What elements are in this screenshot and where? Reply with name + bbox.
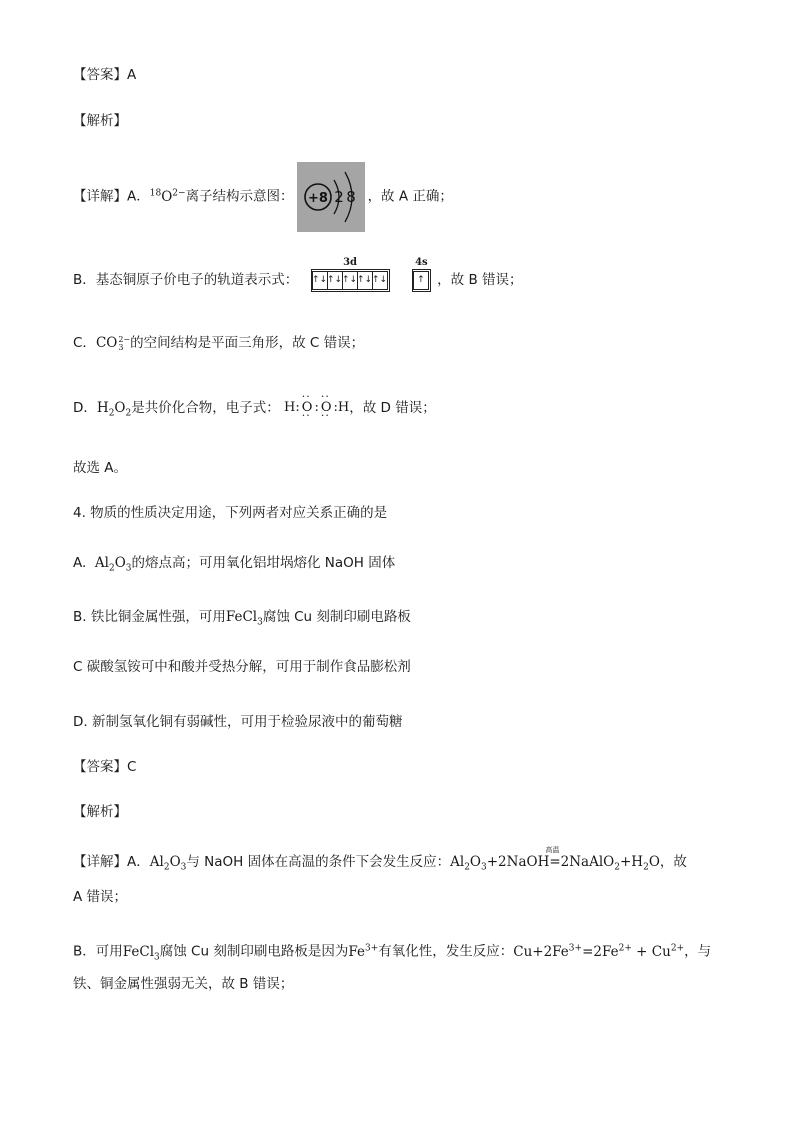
detail-a-q4: 【详解】A．$Al_2O_3$与 NaOH 固体在高温的条件下会发生反应：$Al_2O_3+2NaOH$ 高温 $=2NaAlO_2+H_2O$，故	[73, 846, 687, 873]
answer-value: A	[127, 67, 137, 83]
orbital-box: ↑↓	[372, 271, 388, 290]
orbital-box: ↑↓	[342, 271, 358, 290]
detail-d-q3: D．$H_2O_2$是共价化合物，电子式： H:·· O ·· :·· O ·· :H，故 D 错误；	[73, 398, 436, 424]
detail-b-q4-line2: 铁、铜金属性强弱无关，故 B 错误；	[73, 976, 294, 992]
question-stem-q4: 4. 物质的性质决定用途，下列两者对应关系正确的是	[73, 505, 388, 521]
electron-dot-formula: H:·· O ·· :·· O ·· :H	[284, 398, 349, 418]
orbital-box: ↑↓	[357, 271, 373, 290]
detail-label: 【详解】	[73, 188, 127, 205]
detail-a-q3: 【详解】A．$^{18}O^{2-}$离子结构示意图： +8 2 8 ，故 A 正确；	[73, 158, 453, 232]
orbital-3d: 3d ↑↓ ↑↓ ↑↓ ↑↓ ↑↓	[311, 269, 390, 292]
option-b-q4: B. 铁比铜金属性强，可用FeCl$_3$腐蚀 Cu 刻制印刷电路板	[73, 609, 411, 628]
orbital-box: ↑	[413, 271, 429, 290]
option-a-q4: A. $Al_2O_3$的熔点高；可用氧化铝坩埚熔化 NaOH 固体	[73, 555, 396, 574]
option-c-q4: C 碳酸氢铵可中和酸并受热分解，可用于制作食品膨松剂	[73, 659, 411, 675]
answer-label: 【答案】	[73, 67, 127, 83]
nucleus-charge: +8	[307, 190, 328, 206]
ion-structure-diagram	[297, 162, 365, 232]
reaction-equation-b: $Cu+2Fe^{3+}=2Fe^{2+} + Cu^{2+}$	[513, 943, 685, 960]
answer-label: 【答案】	[73, 759, 127, 775]
shell-2-electrons: 8	[345, 187, 356, 206]
detail-b-q4: B．可用FeCl$_3$腐蚀 Cu 刻制印刷电路板是因为$Fe^{3+}$有氧化性，发生反应：$Cu+2Fe^{3+}=2Fe^{2+} + Cu^{2+}$，与	[73, 943, 712, 963]
detail-a-q4-line2: A 错误；	[73, 889, 128, 905]
orbital-4s: 4s ↑	[412, 269, 431, 292]
conclusion-q3: 故选 A。	[73, 460, 128, 476]
option-d-q4: D. 新制氢氧化铜有弱碱性，可用于检验尿液中的葡萄糖	[73, 714, 403, 730]
detail-label: 【详解】	[73, 854, 127, 870]
answer-line-q3	[73, 65, 136, 85]
answer-value: C	[127, 759, 137, 775]
detail-c-q3: C．CO 2− 3 的空间结构是平面三角形，故 C 错误；	[73, 334, 365, 352]
analysis-label-q3: 【解析】	[73, 113, 127, 129]
detail-b-q3: B．基态铜原子价电子的轨道表示式： 3d ↑↓ ↑↓ ↑↓ ↑↓ ↑↓ 4s ↑ ，故 B 错误；	[73, 268, 523, 292]
shell-1-electrons: 2	[333, 187, 344, 206]
orbital-box: ↑↓	[327, 271, 343, 290]
orbital-box: ↑↓	[312, 271, 328, 290]
answer-line-q4	[73, 757, 136, 777]
reaction-equation-a: $Al_2O_3+2NaOH$ 高温 $=2NaAlO_2+H_2O$	[450, 846, 660, 873]
analysis-label-q4: 【解析】	[73, 804, 127, 820]
